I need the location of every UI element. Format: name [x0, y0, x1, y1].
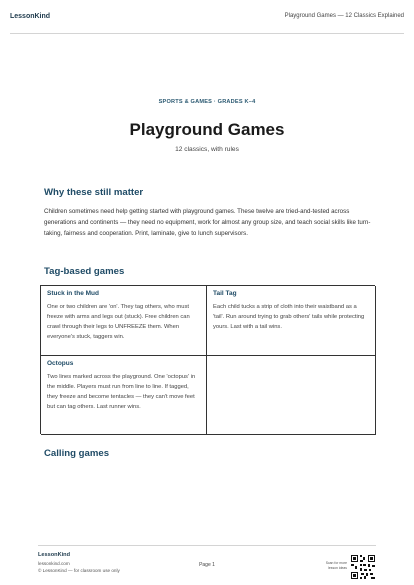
game-rules: One or two children are 'on'. They tag others, who must freeze with arms and legs out (stuck). Free children can crawl through their legs to UNFREEZE them. When everyone's stuck, taggers win. — [47, 304, 190, 340]
game-card-tail-tag — [207, 286, 376, 356]
qr-code-icon — [350, 554, 376, 580]
footer-site-link[interactable]: lessonkind.com — [38, 561, 70, 566]
header-document-title: Playground Games — 12 Classics Explained — [284, 13, 404, 19]
game-rules: Two lines marked across the playground. One 'octopus' in the middle. Players must run from line to line. If tagged, they freeze and become tentacles — they can't move feet but can tag others. Last runner wins. — [47, 374, 196, 410]
scan-caption: Scan for more lesson ideas — [325, 561, 347, 570]
game-card-stuck-in-the-mud — [41, 286, 207, 356]
footer-copyright: © LessonKind — for classroom use only — [38, 568, 120, 573]
game-name: Octopus — [47, 360, 74, 367]
eyebrow-label: SPORTS & GAMES · GRADES K–4 — [158, 99, 256, 105]
calling-games-heading: Calling games — [44, 448, 110, 459]
game-name: Tail Tag — [213, 290, 237, 297]
page-footer — [38, 545, 376, 581]
game-name: Stuck in the Mud — [47, 290, 99, 297]
tag-games-heading: Tag-based games — [44, 266, 125, 277]
page-number: Page 1 — [199, 562, 215, 568]
empty-grid-cell — [207, 356, 376, 435]
game-card-octopus — [41, 356, 207, 435]
page-title: Playground Games — [129, 120, 285, 139]
page-subtitle: 12 classics, with rules — [175, 146, 239, 153]
game-rules: Each child tucks a strip of cloth into their waistband as a 'tail'. Run around trying to grab others' tails while protecting yours. Last with a tail wins. — [213, 304, 365, 330]
intro-heading: Why these still matter — [44, 187, 144, 198]
brand-name: LessonKind — [10, 13, 51, 20]
intro-paragraph: Children sometimes need help getting started with playground games. These twelve are tried-and-tested across generations and continents — they need no equipment, work for almost any group size, and teach social skills like turn-taking, fairness and cooperation. Print, laminate, give to lunch supervisors. — [44, 208, 371, 237]
page-header — [10, 13, 404, 34]
footer-brand: LessonKind — [38, 552, 71, 558]
tag-games-grid — [40, 285, 375, 434]
